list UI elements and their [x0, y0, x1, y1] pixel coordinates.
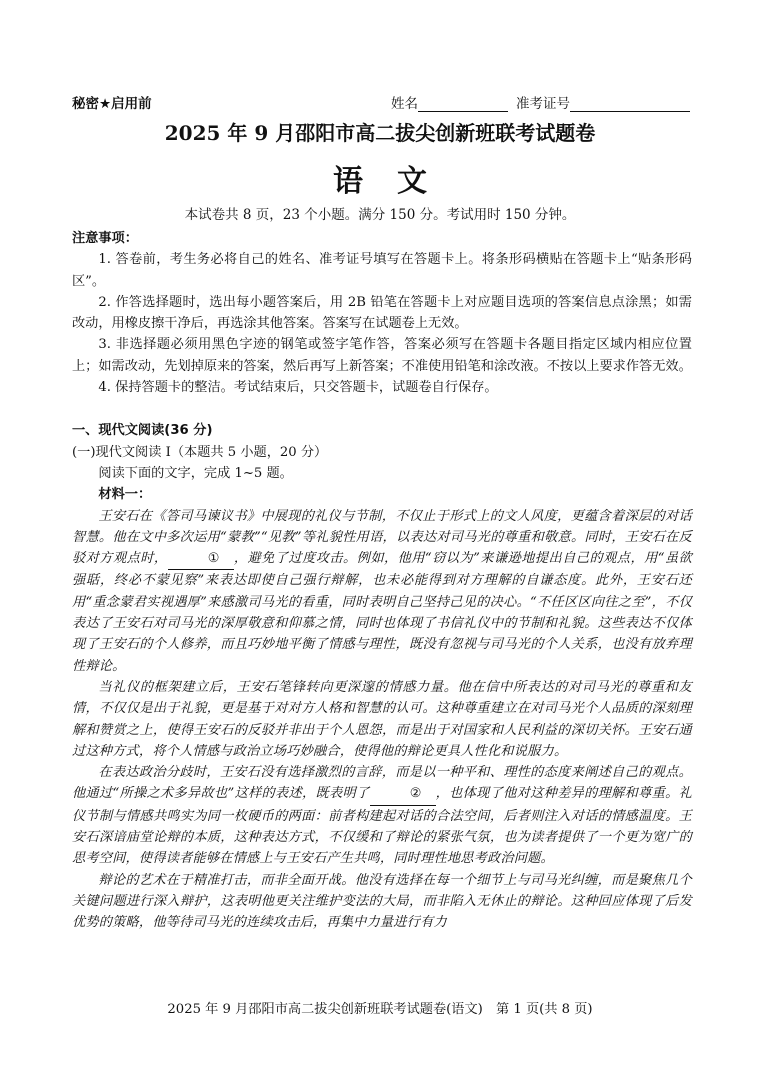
secret-label: 秘密★启用前	[72, 96, 152, 112]
passage-paragraph: 辩论的艺术在于精准打击，而非全面开战。他没有选择在每一个细节上与司马光纠缠，而是聚焦几个关键问题进行深入辩护，这表明他更关注维护变法的大局，而非陷入无休止的辩论。这种回应体现了后发优势的策略，他等待司马光的连续攻击后，再集中力量进行有力	[72, 872, 692, 931]
exam-title: 2025 年 9 月邵阳市高二拔尖创新班联考试题卷	[164, 121, 596, 145]
fill-blank-1: ①	[168, 548, 234, 570]
exam-info: 本试卷共 8 页，23 个小题。满分 150 分。考试用时 150 分钟。	[184, 207, 576, 223]
id-blank-line	[570, 97, 690, 112]
subject-title: 语文	[333, 164, 461, 199]
subsection-heading: (一)现代文阅读 I（本题共 5 小题，20 分）	[72, 444, 328, 460]
notice-item: 4. 保持答题卡的整洁。考试结束后，只交答题卡，试题卷自行保存。	[98, 380, 498, 396]
passage-text: 在表达政治分歧时，王安石没有选择激烈的言辞，而是以一种平和、理性的态度来阐述自己的观点。他通过“所操之术多异故也”这样的表述，既表明了	[72, 765, 692, 802]
passage-text: ，避免了过度攻击。例如，他用“窃以为”来谦逊地提出自己的观点，用“虽欲强聒，终必不蒙见察”来表达即使自己强行辩解，也未必能得到对方理解的自谦态度。此外，王安石还用“重念蒙君实视遇厚”来感激司马光的看重，同时表明自己坚持己见的决心。“不任区区向往之至”，不仅表达了王安石对司马光的深厚敬意和仰慕之情，同时也体现了书信礼仪中的节制和礼貌。这些表达不仅体现了王安石的个人修养，而且巧妙地平衡了情感与理性，既没有忽视与司马光的个人关系，也没有放弃理性辩论。	[72, 551, 692, 674]
id-label: 准考证号	[516, 96, 570, 112]
name-label: 姓名	[391, 96, 418, 112]
page-footer: 2025 年 9 月邵阳市高二拔尖创新班联考试题卷(语文) 第 1 页(共 8 页)	[167, 1002, 593, 1017]
candidate-fields	[391, 92, 690, 112]
material-label: 材料一：	[98, 487, 152, 503]
passage-paragraph	[72, 762, 692, 869]
passage-text: ，也体现了他对这种差异的理解和尊重。礼仪节制与情感共鸣实为同一枚硬币的两面：前者构建起对话的合法空间，后者则注入对话的情感温度。王安石深谙庙堂论辩的本质，这种表达方式，不仅缓和了辩论的紧张气氛，也为读者提供了一个更为宽广的思考空间，使得读者能够在情感上与王安石产生共鸣，同时理性地思考政治问题。	[72, 786, 692, 867]
notice-item: 3. 非选择题必须用黑色字迹的钢笔或签字笔作答，答案必须写在答题卡各题目指定区域内相应位置上；如需改动，先划掉原来的答案，然后再写上新答案；不准使用铅笔和涂改液。不按以上要求作答无效。	[72, 337, 692, 374]
page-header	[72, 92, 690, 112]
notice-item: 1. 答卷前，考生务必将自己的姓名、准考证号填写在答题卡上。将条形码横贴在答题卡上“贴条形码区”。	[72, 252, 692, 289]
reading-passage	[72, 506, 692, 934]
notice-item: 2. 作答选择题时，选出每小题答案后，用 2B 铅笔在答题卡上对应题目选项的答案信息点涂黑；如需改动，用橡皮擦干净后，再选涂其他答案。答案写在试题卷上无效。	[72, 294, 692, 332]
name-field	[391, 92, 508, 112]
section-heading: 一、现代文阅读(36 分)	[72, 423, 213, 439]
passage-paragraph: 当礼仪的框架建立后，王安石笔锋转向更深邃的情感力量。他在信中所表达的对司马光的尊重和友情，不仅仅是出于礼貌，更是基于对对方人格和智慧的认可。这种尊重建立在对司马光个人品质的深刻理解和赞赏之上，使得王安石的反驳并非出于个人恩怨，而是出于对国家和人民利益的深切关怀。王安石通过这种方式，将个人情感与政治立场巧妙融合，使得他的辩论更具人性化和说服力。	[72, 679, 692, 759]
name-blank-line	[418, 97, 508, 112]
passage-text: 王安石在《答司马谏议书》中展现的礼仪与节制，不仅止于形式上的文人风度，更蕴含着深层的对话智慧。他在文中多次运用“蒙教”“见教”等礼貌性用语，以表达对司马光的尊重和敬意。同时，王安石在反驳对方观点时，	[72, 508, 692, 567]
passage-paragraph	[72, 506, 692, 677]
reading-instruction: 阅读下面的文字，完成 1~5 题。	[98, 465, 293, 481]
notice-heading: 注意事项：	[72, 231, 138, 246]
id-field	[516, 92, 690, 112]
fill-blank-2: ②	[370, 783, 436, 805]
exam-body	[72, 228, 692, 934]
